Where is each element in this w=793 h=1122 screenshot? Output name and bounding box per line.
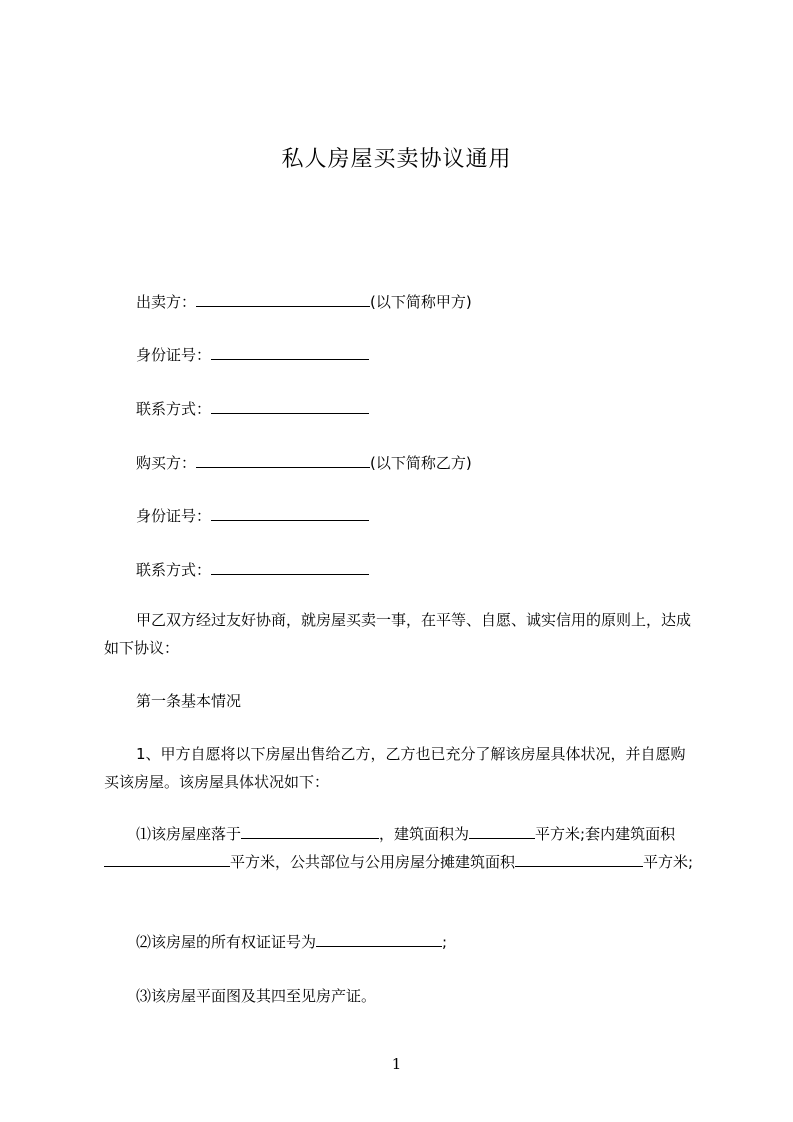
buyer-contact-blank[interactable] (211, 560, 369, 575)
item2-end: ; (442, 933, 448, 951)
buyer-line (136, 452, 472, 474)
buyer-id-line (136, 505, 369, 527)
seller-id-label: 身份证号： (136, 346, 212, 364)
document-title: 私人房屋买卖协议通用 (281, 147, 512, 172)
seller-contact-line (136, 398, 369, 420)
buyer-label: 购买方： (136, 454, 197, 472)
seller-suffix: (以下简称甲方) (370, 293, 472, 311)
clause1-text: 1、甲方自愿将以下房屋出售给乙方，乙方也已充分了解该房屋具体状况，并自愿购买该房屋。该房屋具体状况如下： (104, 745, 686, 791)
buyer-contact-line (136, 559, 369, 581)
intro-text: 甲乙双方经过友好协商，就房屋买卖一事，在平等、自愿、诚实信用的原则上，达成如下协议： (104, 611, 692, 657)
buyer-name-blank[interactable] (196, 453, 370, 468)
buyer-id-label: 身份证号： (136, 507, 212, 525)
item1-shared-label: 平方米，公共部位与公用房屋分摊建筑面积 (230, 853, 516, 871)
buyer-suffix: (以下简称乙方) (370, 454, 472, 472)
seller-label: 出卖方： (136, 293, 197, 311)
seller-contact-blank[interactable] (211, 399, 369, 414)
item2-prefix: ⑵该房屋的所有权证证号为 (136, 933, 317, 951)
buyer-id-blank[interactable] (211, 506, 369, 521)
item1-area-label: ，建筑面积为 (379, 825, 470, 843)
inner-area-blank[interactable] (104, 852, 230, 867)
clause1-paragraph (104, 740, 696, 796)
item1-inner-label: 平方米;套内建筑面积 (535, 825, 676, 843)
location-blank[interactable] (241, 824, 379, 839)
item1-prefix: ⑴该房屋座落于 (136, 825, 242, 843)
article1-heading: 第一条基本情况 (136, 692, 242, 710)
page-number: 1 (391, 1055, 402, 1073)
item3-line: ⑶该房屋平面图及其四至见房产证。 (136, 987, 377, 1005)
item2-line (136, 931, 447, 953)
item1-paragraph (104, 820, 696, 876)
seller-name-blank[interactable] (196, 292, 370, 307)
certificate-number-blank[interactable] (316, 932, 442, 947)
shared-area-blank[interactable] (515, 852, 643, 867)
building-area-blank[interactable] (469, 824, 535, 839)
seller-line (136, 291, 472, 313)
seller-id-line (136, 344, 369, 366)
intro-paragraph (104, 606, 696, 662)
seller-contact-label: 联系方式： (136, 400, 212, 418)
buyer-contact-label: 联系方式： (136, 561, 212, 579)
item1-end: 平方米; (643, 853, 694, 871)
seller-id-blank[interactable] (211, 345, 369, 360)
